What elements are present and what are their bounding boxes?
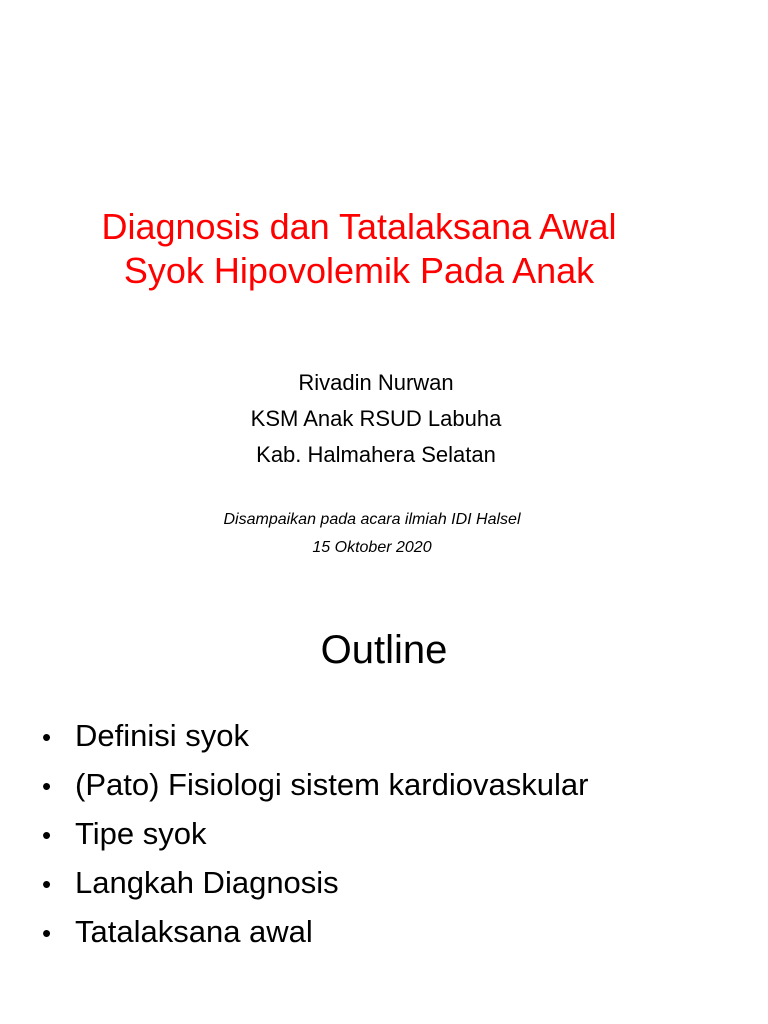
title-line-2: Syok Hipovolemik Pada Anak — [123, 250, 595, 291]
slide-title — [0, 205, 718, 293]
outline-item-label: Tatalaksana awal — [75, 914, 313, 949]
outline-item — [42, 908, 588, 957]
author-name: Rivadin Nurwan — [298, 370, 454, 395]
bullet-icon: • — [42, 918, 52, 948]
bullet-icon: • — [42, 820, 52, 850]
outline-item — [42, 761, 588, 810]
outline-item-label: Tipe syok — [75, 816, 207, 851]
author-department: KSM Anak RSUD Labuha — [250, 406, 502, 431]
outline-heading: Outline — [320, 628, 448, 672]
presentation-date: 15 Oktober 2020 — [312, 539, 432, 556]
outline-item-label: Definisi syok — [75, 718, 249, 753]
outline-item-label: (Pato) Fisiologi sistem kardiovaskular — [75, 767, 589, 802]
outline-item — [42, 810, 588, 859]
author-region: Kab. Halmahera Selatan — [256, 442, 496, 467]
bullet-icon: • — [42, 869, 52, 899]
outline-item — [42, 859, 588, 908]
bullet-icon: • — [42, 771, 52, 801]
presentation-event: Disampaikan pada acara ilmiah IDI Halsel — [223, 511, 521, 528]
outline-item — [42, 712, 588, 761]
outline-item-label: Langkah Diagnosis — [75, 865, 339, 900]
title-line-1: Diagnosis dan Tatalaksana Awal — [101, 206, 617, 247]
presentation-info — [0, 506, 744, 562]
outline-list — [42, 712, 588, 957]
author-block — [0, 365, 752, 473]
bullet-icon: • — [42, 722, 52, 752]
